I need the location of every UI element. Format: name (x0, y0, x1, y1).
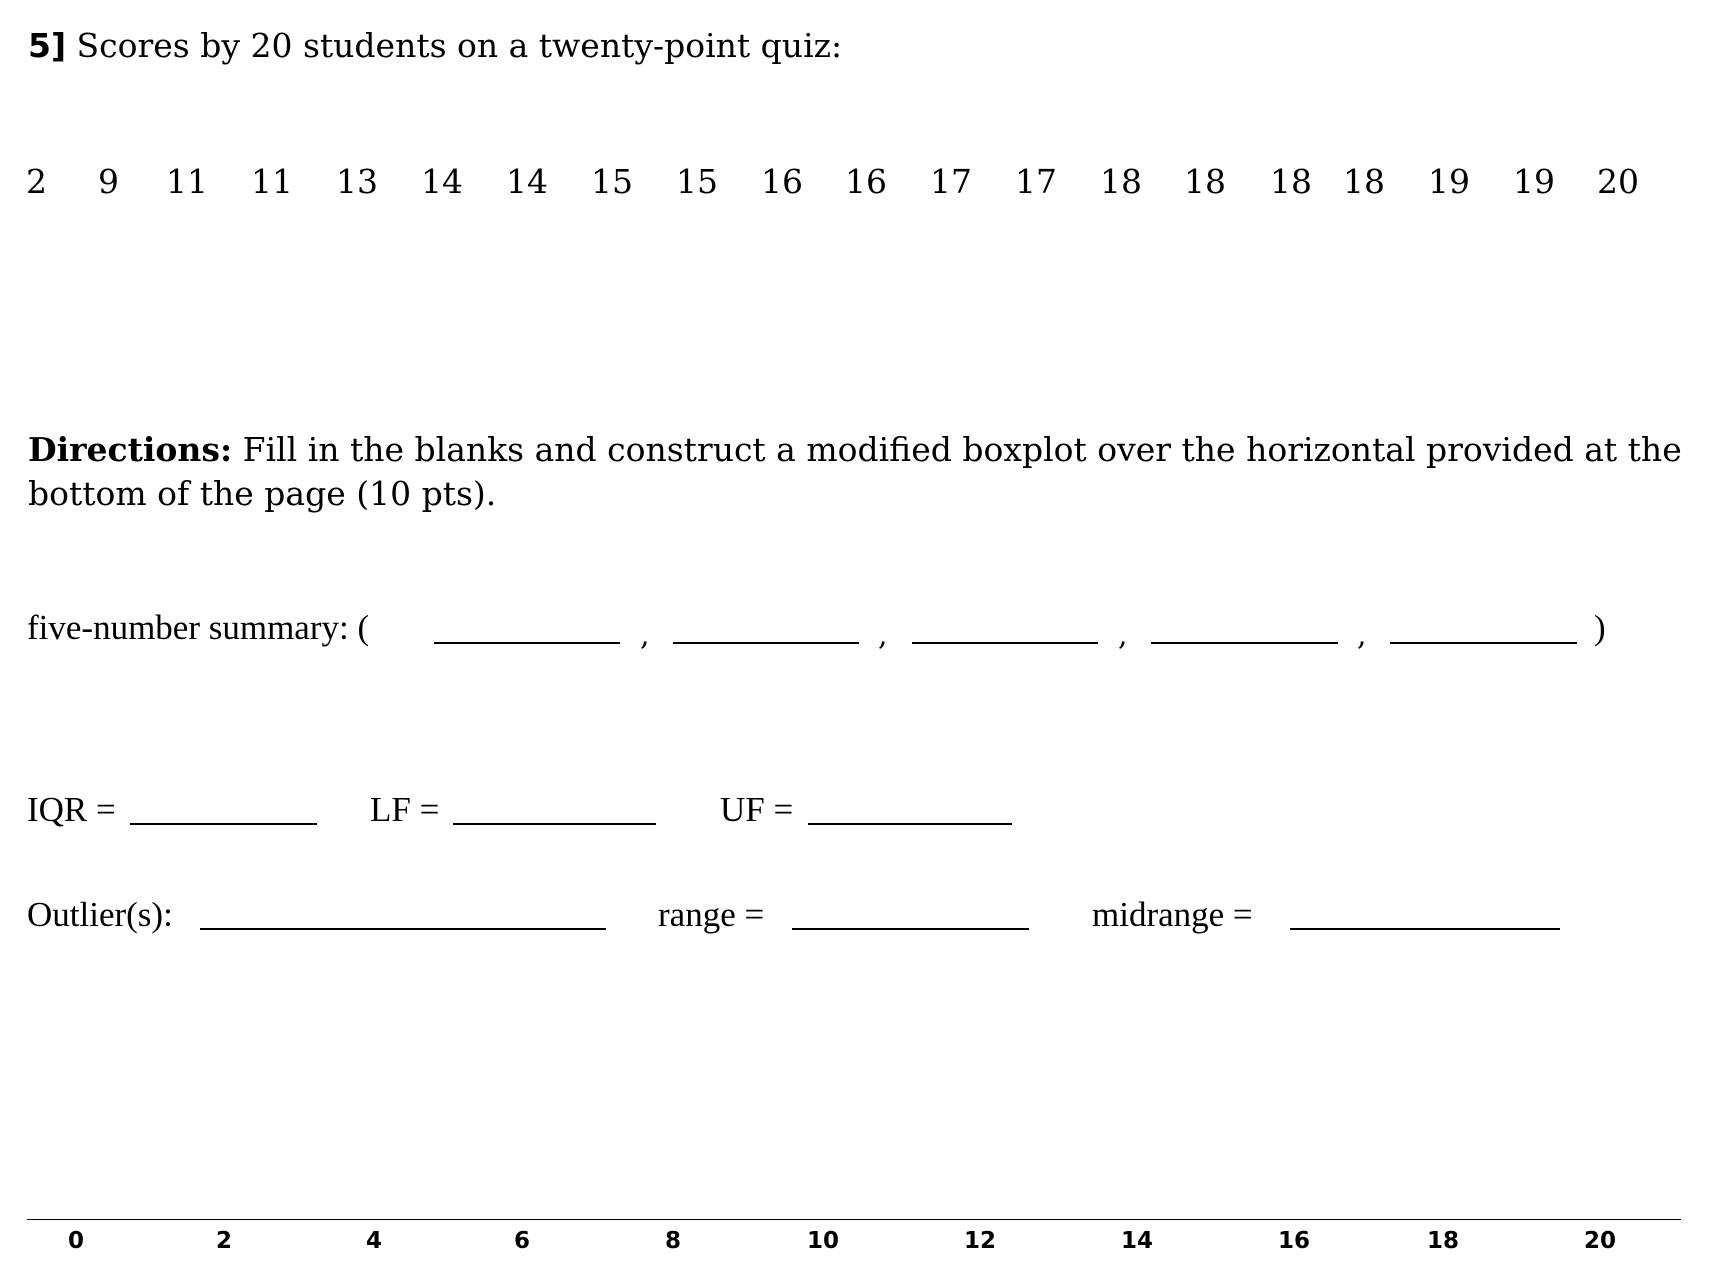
number-line (27, 1219, 1681, 1220)
problem-title-text: Scores by 20 students on a twenty-point quiz: (76, 26, 843, 65)
score-value: 13 (336, 162, 378, 201)
directions (28, 428, 1688, 516)
summary-blank-min[interactable] (434, 642, 620, 644)
score-value: 14 (421, 162, 463, 201)
score-value: 18 (1184, 162, 1226, 201)
score-value: 20 (1597, 162, 1639, 201)
uf-blank[interactable] (808, 823, 1012, 825)
summary-comma: , (1118, 618, 1128, 653)
score-value: 11 (166, 162, 208, 201)
score-value: 17 (1015, 162, 1057, 201)
outliers-blank[interactable] (200, 928, 606, 930)
summary-comma: , (640, 618, 650, 653)
axis-tick-label: 12 (963, 1228, 997, 1254)
summary-blank-q3[interactable] (1151, 642, 1338, 644)
score-value: 15 (591, 162, 633, 201)
range-blank[interactable] (792, 928, 1029, 930)
summary-blank-q1[interactable] (673, 642, 859, 644)
axis-tick-label: 4 (365, 1228, 383, 1254)
axis-tick-label: 16 (1277, 1228, 1311, 1254)
axis-tick-label: 14 (1120, 1228, 1154, 1254)
axis-tick-label: 0 (67, 1228, 85, 1254)
lf-label: LF = (370, 790, 440, 829)
iqr-label: IQR = (27, 790, 116, 829)
lf-blank[interactable] (453, 823, 656, 825)
axis-tick-label: 10 (806, 1228, 840, 1254)
axis-tick-label: 2 (215, 1228, 233, 1254)
score-value: 18 (1270, 162, 1312, 201)
score-value: 16 (845, 162, 887, 201)
axis-tick-label: 8 (664, 1228, 682, 1254)
score-value: 18 (1343, 162, 1385, 201)
directions-text: Fill in the blanks and construct a modified boxplot over the horizontal provided at the bottom of the page (10 pts). (28, 430, 1682, 513)
score-value: 19 (1428, 162, 1470, 201)
problem-number: 5] (28, 26, 67, 65)
summary-comma: , (878, 618, 888, 653)
midrange-label: midrange = (1092, 895, 1253, 934)
five-number-summary-label: five-number summary: ( (27, 608, 370, 647)
axis-tick-label: 6 (513, 1228, 531, 1254)
score-value: 11 (251, 162, 293, 201)
score-value: 15 (676, 162, 718, 201)
summary-blank-median[interactable] (912, 642, 1098, 644)
score-value: 16 (761, 162, 803, 201)
axis-tick-label: 18 (1426, 1228, 1460, 1254)
score-value: 17 (930, 162, 972, 201)
outliers-label: Outlier(s): (27, 895, 173, 934)
score-value: 19 (1513, 162, 1555, 201)
score-value: 9 (98, 162, 119, 201)
summary-close-paren: ) (1594, 608, 1606, 647)
uf-label: UF = (720, 790, 794, 829)
range-label: range = (658, 895, 765, 934)
score-value: 18 (1100, 162, 1142, 201)
score-value: 14 (506, 162, 548, 201)
axis-tick-label: 20 (1583, 1228, 1617, 1254)
summary-blank-max[interactable] (1390, 642, 1577, 644)
summary-comma: , (1357, 618, 1367, 653)
midrange-blank[interactable] (1290, 928, 1560, 930)
score-value: 2 (26, 162, 47, 201)
iqr-blank[interactable] (130, 823, 317, 825)
directions-label: Directions: (28, 430, 233, 469)
problem-title (28, 26, 842, 65)
